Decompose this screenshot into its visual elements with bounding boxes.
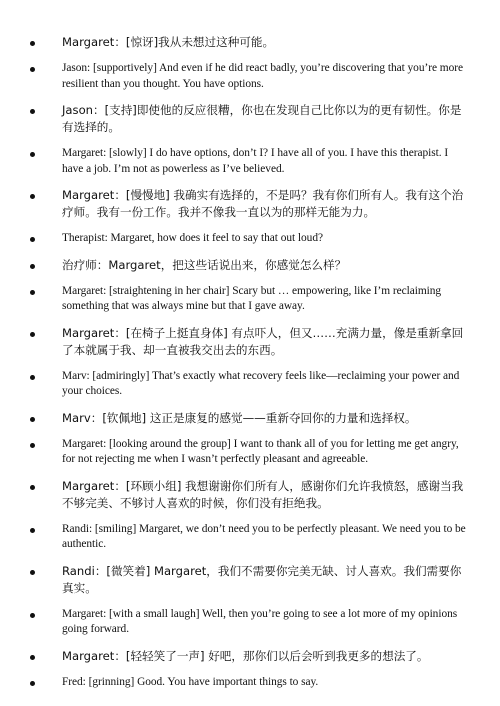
dialogue-text: Therapist: Margaret, how does it feel to say that out loud? bbox=[62, 232, 323, 244]
bullet-icon bbox=[30, 417, 35, 422]
dialogue-item bbox=[30, 369, 470, 400]
dialogue-item bbox=[30, 257, 470, 274]
dialogue-text: Fred: [grinning] Good. You have important things to say. bbox=[62, 675, 319, 688]
dialogue-text: Marv：[钦佩地] 这正是康复的感觉——重新夺回你的力量和选择权。 bbox=[62, 410, 417, 425]
dialogue-text: Margaret: [slowly] I do have options, don’t I? I have all of you. I have this therapist. I have a job. I’m not as powerless as I’ve believed. bbox=[62, 147, 449, 175]
dialogue-item bbox=[30, 102, 470, 136]
dialogue-item bbox=[30, 648, 470, 665]
dialogue-item bbox=[30, 478, 470, 512]
dialogue-text: Margaret: [with a small laugh] Well, then you’re going to see a lot more of my opinions going forward. bbox=[62, 607, 458, 635]
dialogue-item bbox=[30, 522, 470, 553]
dialogue-text: Randi：[微笑着] Margaret，我们不需要你完美无缺、讨人喜欢。我们需要你真实。 bbox=[62, 563, 462, 595]
bullet-icon bbox=[30, 290, 35, 295]
bullet-icon bbox=[30, 264, 35, 269]
bullet-icon bbox=[30, 528, 35, 533]
dialogue-text: Margaret：[在椅子上挺直身体] 有点吓人，但又……充满力量，像是重新拿回了本就属于我、却一直被我交出去的东西。 bbox=[62, 325, 464, 357]
dialogue-text: Randi: [smiling] Margaret, we don’t need you to be perfectly pleasant. We need you to be authentic. bbox=[62, 522, 466, 550]
bullet-icon bbox=[30, 443, 35, 448]
dialogue-text: Margaret: [straightening in her chair] Scary but … empowering, like I’m reclaiming something that was always mine but that I gave away. bbox=[62, 284, 442, 312]
bullet-icon bbox=[30, 655, 35, 660]
dialogue-item bbox=[30, 410, 470, 427]
bullet-icon bbox=[30, 332, 35, 337]
bullet-icon bbox=[30, 41, 35, 46]
bullet-icon bbox=[30, 570, 35, 575]
bullet-icon bbox=[30, 237, 35, 242]
dialogue-text: Margaret：[慢慢地] 我确实有选择的，不是吗？我有你们所有人。我有这个治疗师。我有一份工作。我并不像我一直以为的那样无能为力。 bbox=[62, 188, 464, 219]
dialogue-list bbox=[30, 34, 470, 700]
dialogue-item bbox=[30, 284, 470, 315]
dialogue-item bbox=[30, 325, 470, 359]
bullet-icon bbox=[30, 681, 35, 686]
dialogue-item bbox=[30, 563, 470, 597]
dialogue-item bbox=[30, 146, 470, 177]
dialogue-item bbox=[30, 607, 470, 638]
dialogue-item bbox=[30, 61, 470, 92]
dialogue-item bbox=[30, 187, 470, 221]
dialogue-item bbox=[30, 437, 470, 468]
dialogue-text: 治疗师：Margaret，把这些话说出来，你感觉怎么样？ bbox=[62, 257, 347, 272]
bullet-icon bbox=[30, 194, 35, 199]
dialogue-item bbox=[30, 34, 470, 51]
dialogue-text: Margaret：[惊讶]我从未想过这种可能。 bbox=[62, 35, 275, 49]
bullet-icon bbox=[30, 67, 35, 72]
dialogue-item bbox=[30, 231, 470, 247]
dialogue-text: Margaret：[轻轻笑了一声] 好吧，那你们以后会听到我更多的想法了。 bbox=[62, 648, 429, 663]
bullet-icon bbox=[30, 485, 35, 490]
dialogue-item bbox=[30, 675, 470, 691]
bullet-icon bbox=[30, 375, 35, 380]
dialogue-text: Jason: [supportively] And even if he did react badly, you’re discovering that you’re more resilient than you thought. You have options. bbox=[62, 62, 463, 90]
bullet-icon bbox=[30, 152, 35, 157]
dialogue-text: Margaret：[环顾小组] 我想谢谢你们所有人，感谢你们允许我愤怒，感谢当我不够完美、不够讨人喜欢的时候，你们没有拒绝我。 bbox=[62, 478, 464, 510]
bullet-icon bbox=[30, 109, 35, 114]
dialogue-text: Jason：[支持]即使他的反应很糟，你也在发现自己比你以为的更有韧性。你是有选择的。 bbox=[62, 103, 462, 134]
dialogue-text: Margaret: [looking around the group] I want to thank all of you for letting me get angry, for not rejecting me when I wasn’t perfectly pleasant and agreeable. bbox=[62, 437, 459, 465]
dialogue-text: Marv: [admiringly] That’s exactly what recovery feels like—reclaiming your power and your choices. bbox=[62, 369, 460, 397]
bullet-icon bbox=[30, 613, 35, 618]
